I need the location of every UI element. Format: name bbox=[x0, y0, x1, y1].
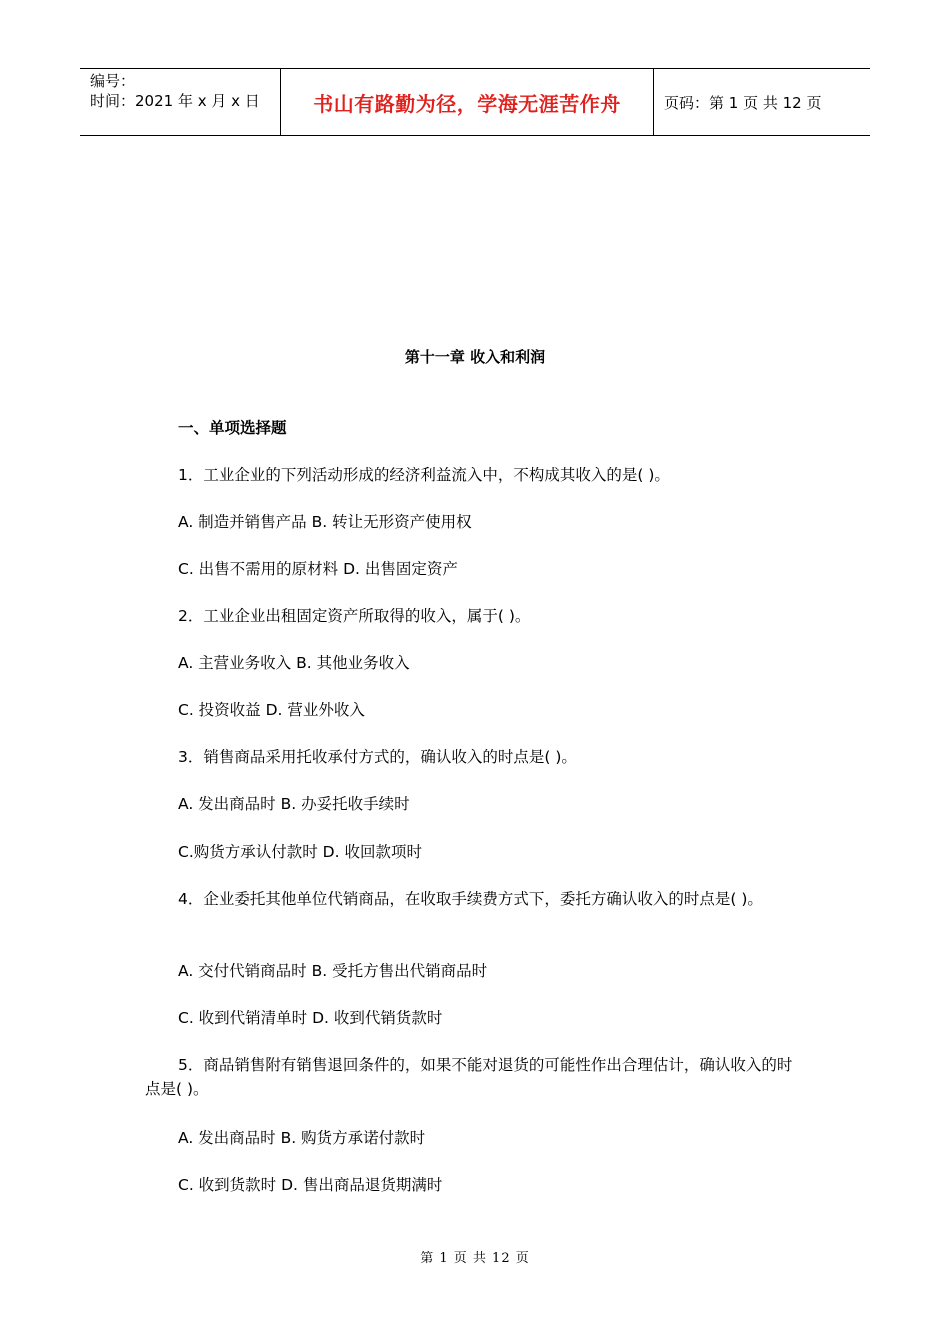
motto-text: 书山有路勤为径，学海无涯苦作舟 bbox=[313, 91, 621, 116]
question-5-stem: 5．商品销售附有销售退回条件的，如果不能对退货的可能性作出合理估计，确认收入的时点是( )。 bbox=[145, 1056, 793, 1098]
question-2-options-ab: A. 主营业务收入 B. 其他业务收入 bbox=[178, 654, 410, 672]
question-1-options-ab: A. 制造并销售产品 B. 转让无形资产使用权 bbox=[178, 513, 472, 531]
question-3-options-ab: A. 发出商品时 B. 办妥托收手续时 bbox=[178, 795, 410, 813]
question-5-options-cd: C. 收到货款时 D. 售出商品退货期满时 bbox=[178, 1176, 443, 1194]
section-title: 一、单项选择题 bbox=[178, 419, 287, 437]
header-motto-cell bbox=[281, 69, 654, 135]
document-header bbox=[80, 68, 870, 136]
question-4-stem: 4．企业委托其他单位代销商品，在收取手续费方式下，委托方确认收入的时点是( )。 bbox=[178, 890, 763, 908]
question-3-stem: 3．销售商品采用托收承付方式的，确认收入的时点是( )。 bbox=[178, 748, 577, 766]
question-1-options-cd: C. 出售不需用的原材料 D. 出售固定资产 bbox=[178, 560, 458, 578]
question-2-stem: 2．工业企业出租固定资产所取得的收入，属于( )。 bbox=[178, 607, 531, 625]
page-footer: 第 1 页 共 12 页 bbox=[420, 1251, 530, 1266]
number-label: 编号： bbox=[90, 72, 136, 90]
question-4-options-ab: A. 交付代销商品时 B. 受托方售出代销商品时 bbox=[178, 962, 488, 980]
page-info: 页码：第 1 页 共 12 页 bbox=[664, 93, 822, 112]
question-2-options-cd: C. 投资收益 D. 营业外收入 bbox=[178, 701, 365, 719]
header-page-cell bbox=[654, 69, 870, 135]
question-5-options-ab: A. 发出商品时 B. 购货方承诺付款时 bbox=[178, 1129, 426, 1147]
header-meta-cell bbox=[80, 69, 281, 135]
question-3-options-cd: C.购货方承认付款时 D. 收回款项时 bbox=[178, 843, 422, 861]
question-4-options-cd: C. 收到代销清单时 D. 收到代销货款时 bbox=[178, 1009, 443, 1027]
question-1-stem: 1．工业企业的下列活动形成的经济利益流入中，不构成其收入的是( )。 bbox=[178, 466, 670, 484]
chapter-title: 第十一章 收入和利润 bbox=[404, 348, 546, 366]
date-label: 时间：2021 年 x 月 x 日 bbox=[90, 92, 260, 110]
